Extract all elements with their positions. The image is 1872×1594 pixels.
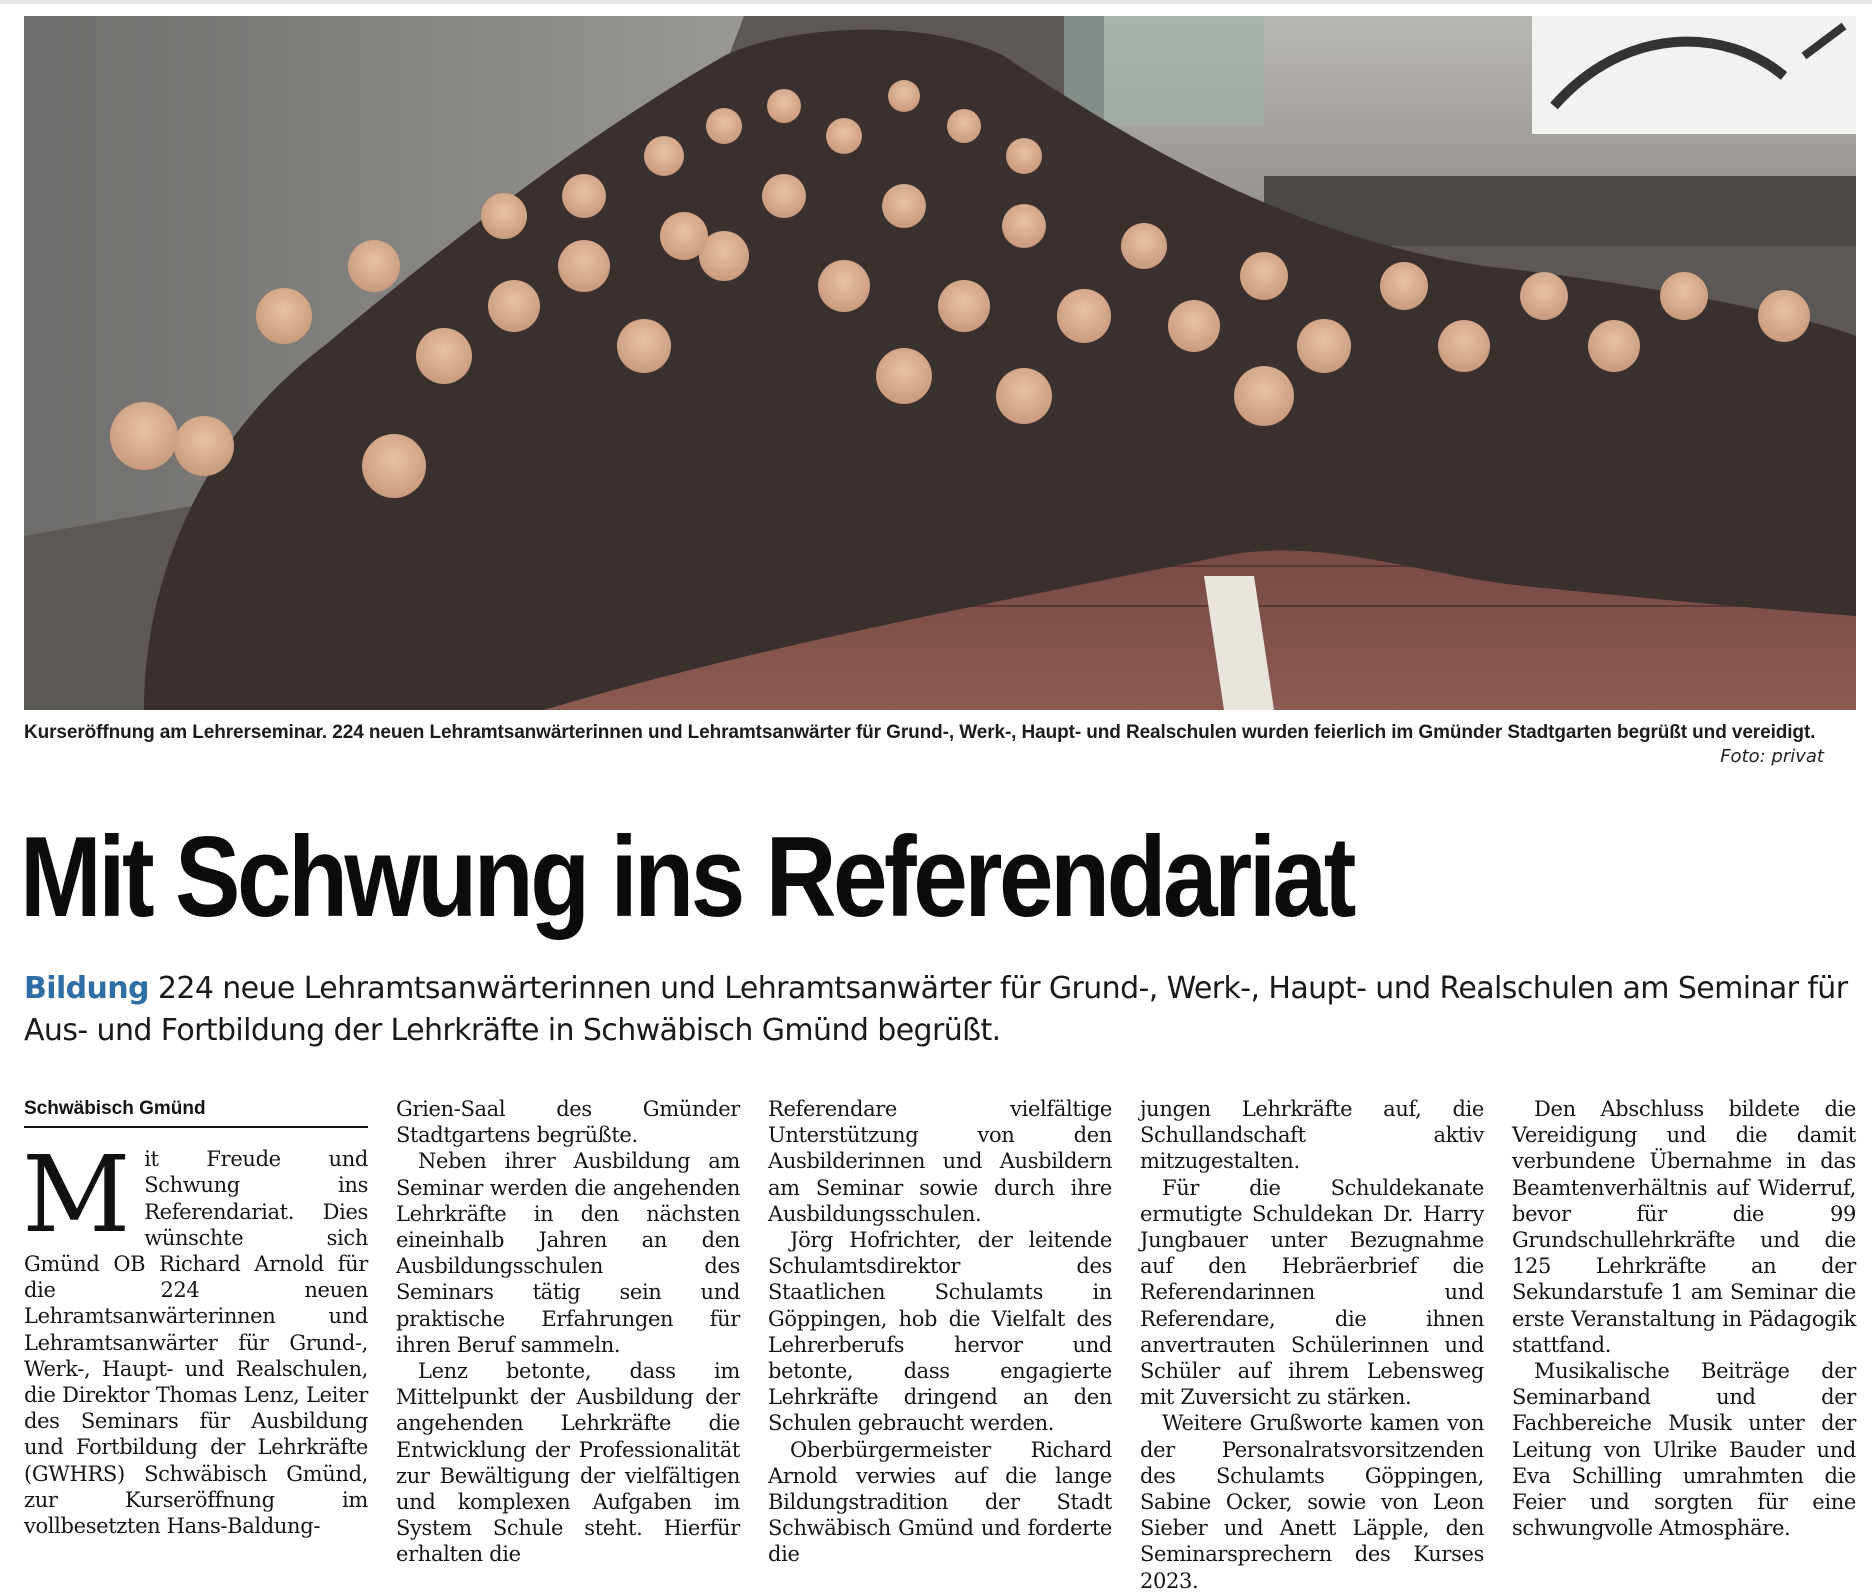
- lead-paragraph: [24, 968, 1854, 1052]
- dateline: Schwäbisch Gmünd: [24, 1096, 368, 1128]
- article-paragraph: Grien-Saal des Gmünder Stadtgartens begrüßte.: [396, 1097, 740, 1148]
- article-paragraph: Weitere Grußworte kamen von der Personalratsvorsitzenden des Schulamts Göppingen, Sabine Ocker, sowie von Leon Sieber und Anett Läpple, den Seminarsprechern des Kurses 2023.: [1140, 1411, 1484, 1593]
- group-photo-illustration: [24, 16, 1856, 710]
- article-column-3: [768, 1096, 1112, 1594]
- group-photo: [24, 16, 1856, 710]
- article-paragraph: Lenz betonte, dass im Mittelpunkt der Ausbildung der angehenden Lehrkräfte die Entwicklung der Professionalität zur Bewältigung der vielfältigen und komplexen Aufgaben im System Schule steht. Hierfür erhalten die: [396, 1359, 740, 1567]
- lead-text: 224 neue Lehramtsanwärterinnen und Lehramtsanwärter für Grund-, Werk-, Haupt- und Realschulen am Seminar für Aus- und Fortbildung der Lehrkräfte in Schwäbisch Gmünd begrüßt.: [24, 971, 1848, 1048]
- article-column-1: [24, 1096, 368, 1594]
- article-column-4: [1140, 1096, 1484, 1594]
- article-paragraph: it Freude und Schwung ins Referendariat. Dies wünschte sich Gmünd OB Richard Arnold für die 224 neuen Lehramtsanwärterinnen und Lehramtsanwärter für Grund-, Werk-, Haupt- und Realschulen, die Direktor Thomas Lenz, Leiter des Seminars für Ausbildung und Fortbildung der Lehrkräfte (GWHRS) Schwäbisch Gmünd, zur Kurseröffnung im vollbesetzten Hans-Baldung-: [24, 1147, 368, 1539]
- article-paragraph: Neben ihrer Ausbildung am Seminar werden die angehenden Lehrkräfte in den nächsten eineinhalb Jahren an den Ausbildungsschulen des Seminars tätig sein und praktische Erfahrungen für ihren Beruf sammeln.: [396, 1149, 740, 1357]
- article-paragraph: Für die Schuldekanate ermutigte Schuldekan Dr. Harry Jungbauer unter Bezugnahme auf den Hebräerbrief die Referendarinnen und Referendare, die ihnen anvertrauten Schülerinnen und Schüler auf ihrem Lebensweg mit Zuversicht zu stärken.: [1140, 1175, 1484, 1410]
- article-column-5: [1512, 1096, 1856, 1594]
- article-paragraph: Oberbürgermeister Richard Arnold verwies auf die lange Bildungstradition der Stadt Schwäbisch Gmünd und forderte die: [768, 1437, 1112, 1567]
- photo-credit: Foto: privat: [1720, 746, 1824, 767]
- photo-caption: Kurseröffnung am Lehrerseminar. 224 neuen Lehramtsanwärterinnen und Lehramtsanwärter für Grund-, Werk-, Haupt- und Realschulen wurden feierlich im Gmünder Stadtgarten begrüßt und vereidigt.: [24, 722, 1816, 743]
- top-rule: [0, 0, 1872, 4]
- article-body: [22, 1096, 1856, 1593]
- headline: Mit Schwung ins Referendariat: [20, 814, 1353, 941]
- article-paragraph: Musikalische Beiträge der Seminarband und der Fachbereiche Musik unter der Leitung von Ulrike Bauder und Eva Schilling umrahmten die Feier und sorgten für eine schwungvolle Atmosphäre.: [1512, 1359, 1856, 1541]
- article-paragraph: jungen Lehrkräfte auf, die Schullandschaft aktiv mitzugestalten.: [1140, 1097, 1484, 1174]
- lead-kicker: Bildung: [24, 971, 149, 1006]
- dropcap: M: [22, 1133, 131, 1257]
- article-paragraph: Jörg Hofrichter, der leitende Schulamtsdirektor des Staatlichen Schulamts in Göppingen, hob die Vielfalt des Lehrerberufs hervor und betonte, dass engagierte Lehrkräfte dringend an den Schulen gebraucht werden.: [768, 1228, 1112, 1436]
- article-column-2: [396, 1096, 740, 1594]
- article-paragraph: Referendare vielfältige Unterstützung von den Ausbilderinnen und Ausbildern am Seminar sowie durch ihre Ausbildungsschulen.: [768, 1097, 1112, 1226]
- article-paragraph: Den Abschluss bildete die Vereidigung und die damit verbundene Übernahme in das Beamtenverhältnis auf Widerruf, bevor für die 99 Grundschullehrkräfte und die 125 Lehrkräfte an der Sekundarstufe 1 am Seminar die erste Veranstaltung in Pädagogik stattfand.: [1512, 1097, 1856, 1357]
